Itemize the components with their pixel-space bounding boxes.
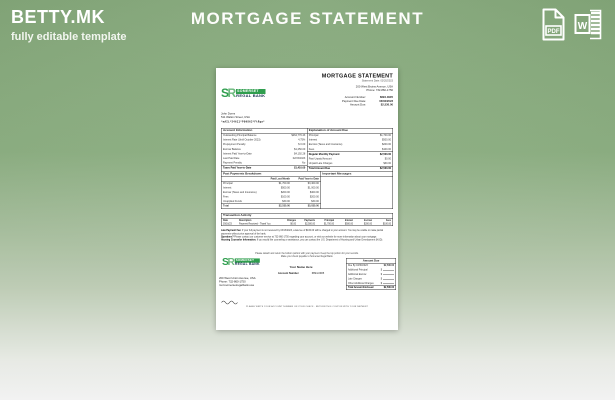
account-information-header: Account Information [222, 128, 307, 133]
statement-title: MORTGAGE STATEMENT [321, 73, 393, 79]
fill-line [383, 281, 394, 284]
table-row: Last Paid Date 02/15/2023 [223, 157, 306, 161]
coupon-notes: Please detach and return the bottom portion with your payment. Keep the top portion for your records. Make your check payable to Somerset Regal Bank. [255, 252, 359, 258]
amount-due-label: Amount Due: [349, 103, 366, 107]
account-number-label: Account Number: [344, 96, 366, 99]
bank-address: 200 West Bruins Avenue, USA [355, 85, 393, 89]
table-row: Unpaid Late Charges $30.00 [308, 162, 391, 166]
amount-box-row: Other Additional Charges $ [347, 281, 396, 285]
explanation-column [307, 128, 393, 171]
due-date-value: 03/30/2023 [379, 99, 393, 103]
table-row: Taxes Paid Year-to-Date $1,410.00 [223, 166, 306, 170]
transaction-activity-header: Transaction Activity [222, 213, 393, 218]
coupon-bank-address: 200 West Union Avenue, USA Phone: 732-860-1750 mort.somersetregalbank.usa [219, 277, 256, 287]
bank-name-line2: REGAL BANK [236, 93, 266, 99]
amount-box-row: Due By 03/30/2023: $2,530.00 [348, 264, 394, 267]
coupon-bank-logo: SR SOMERSET REGAL BANK [222, 256, 260, 268]
table-row: Interest Rate (Until October 2023) 4.75% [223, 138, 306, 142]
table-row: Interest $500.00 $1,000.00 [223, 186, 319, 190]
fill-line [383, 268, 394, 271]
table-row: Escrow (Taxes and Insurance) $200.00 $400.00 [223, 190, 319, 194]
account-number-value: 6894-0905 [379, 96, 393, 99]
download-icons [540, 8, 602, 41]
past-payments-section [221, 172, 393, 209]
payee-name: Your Name Here [289, 266, 313, 269]
account-summary [322, 96, 393, 107]
coupon-footer-note: PLEASE WRITE YOUR ACCOUNT NUMBER ON YOUR CHECK · RETURN THIS COUPON WITH YOUR PAYMENT [245, 305, 369, 308]
table-row: Payment Penalty No [223, 161, 306, 165]
borrower-address: 511 Walton Street, USA [221, 115, 250, 119]
summary-table [221, 128, 393, 172]
transaction-column-headers: Date Description Charges Payments Principal Interest Escrow Fees [223, 218, 391, 222]
amount-box-row: Additional Escrow $ [347, 272, 396, 276]
borrower-name: John Doers [221, 112, 236, 116]
table-row: Prepayment Penalty $ 0.00 [223, 143, 306, 147]
notice-line: Late Payment Fee: If your full payment is not received by 03/16/2023, a late fee of $160.00 will be charged to your account. You may be unable to make partial payments without prior approval of the bank. [221, 229, 384, 235]
bank-logo [221, 80, 265, 107]
fill-line [383, 277, 394, 280]
amount-due-value: $2,530.00 [380, 103, 393, 107]
amount-due-box-title: Amount Due [347, 259, 396, 264]
brand-tagline: fully editable template [11, 31, 127, 43]
bank-phone: Phone: 732-860-1750 [366, 89, 393, 92]
amount-due-box [346, 258, 396, 290]
payment-coupon [216, 252, 398, 327]
bank-name-line1: SOMERSET [236, 89, 265, 94]
transaction-row: 03/16/23 Payment Received - Thank You $0.00 $2,500.00 $1,700.00 $500.00 $200.00 $100.00 [223, 222, 391, 226]
explanation-header: Explanation of Amount Due [307, 128, 392, 133]
brand-logo[interactable]: BETTY.MK [11, 7, 105, 27]
table-row: Regular Monthly Payment $2,500.00 [308, 152, 391, 156]
mail-routing-code: *mAIL*54611*P09863*FtRqw* [221, 120, 265, 124]
pdf-download-icon[interactable] [540, 8, 567, 41]
amount-box-row: Additional Principal $ [347, 267, 396, 271]
transaction-activity-section [221, 213, 393, 226]
table-row: Fees $100.00 [308, 147, 391, 151]
past-payments-column-headers: Paid Last Month Paid Year to Date [222, 177, 321, 182]
past-payments-header: Past Payments Breakdown [222, 172, 321, 177]
word-download-icon[interactable] [574, 8, 602, 41]
important-messages-header: Important Messages [321, 172, 393, 177]
table-row: Total $2,530.00 $5,030.00 [223, 204, 319, 208]
page-title: MORTGAGE STATEMENT [190, 9, 425, 28]
document-header [221, 73, 393, 107]
amount-box-total-row: Total Amount Enclosed $2,530.00 [348, 286, 394, 289]
table-row: Interest $500.00 [308, 138, 391, 142]
notice-line: Questions? Please contact our customer service at 732-860-1750 regarding your account, or visit our website for more information about your mortgage. [221, 235, 377, 238]
table-row: Principal $1,700.00 $3,400.00 [223, 182, 319, 186]
amount-box-row: Late Charges $ [347, 276, 396, 280]
document-preview [216, 68, 398, 330]
due-date-label: Payment Due Date: [342, 99, 366, 103]
coupon-account-row: Account Number 6894-0905 [277, 272, 325, 275]
table-row: Unapplied Funds $30.00 $30.00 [223, 199, 319, 203]
bank-monogram: SR [221, 86, 235, 101]
table-row: Principal $1,700.00 [308, 134, 391, 138]
svg-text:PDF: PDF [547, 29, 560, 35]
table-row: Total Amount Due $2,530.00 [308, 167, 391, 171]
table-row: Interest Paid Year-to-Date $4,192.28 [223, 152, 306, 156]
account-information-column [222, 128, 307, 171]
fill-line [383, 272, 394, 275]
table-row: Escrow (Taxes and Insurance) $200.00 [308, 143, 391, 147]
table-row: Fees $100.00 $200.00 [223, 195, 319, 199]
borrower-block [221, 112, 393, 124]
table-row: Outstanding Principal Balance $264,776.43 [223, 134, 306, 138]
notice-line: Housing Counselor Information: If you would like counseling or assistance, you can contact the U.S. Department of Housing and Urban Development (HUD). [221, 238, 383, 242]
statement-date: Statement Date: 03/20/2023 [361, 79, 393, 83]
table-row: Past Unpaid Amount $0.00 [308, 157, 391, 161]
notices-block [221, 229, 393, 241]
svg-text:W: W [577, 21, 588, 32]
mortgage-statement-page [216, 68, 398, 330]
table-row: Escrow Balance $1,250.00 [223, 147, 306, 151]
